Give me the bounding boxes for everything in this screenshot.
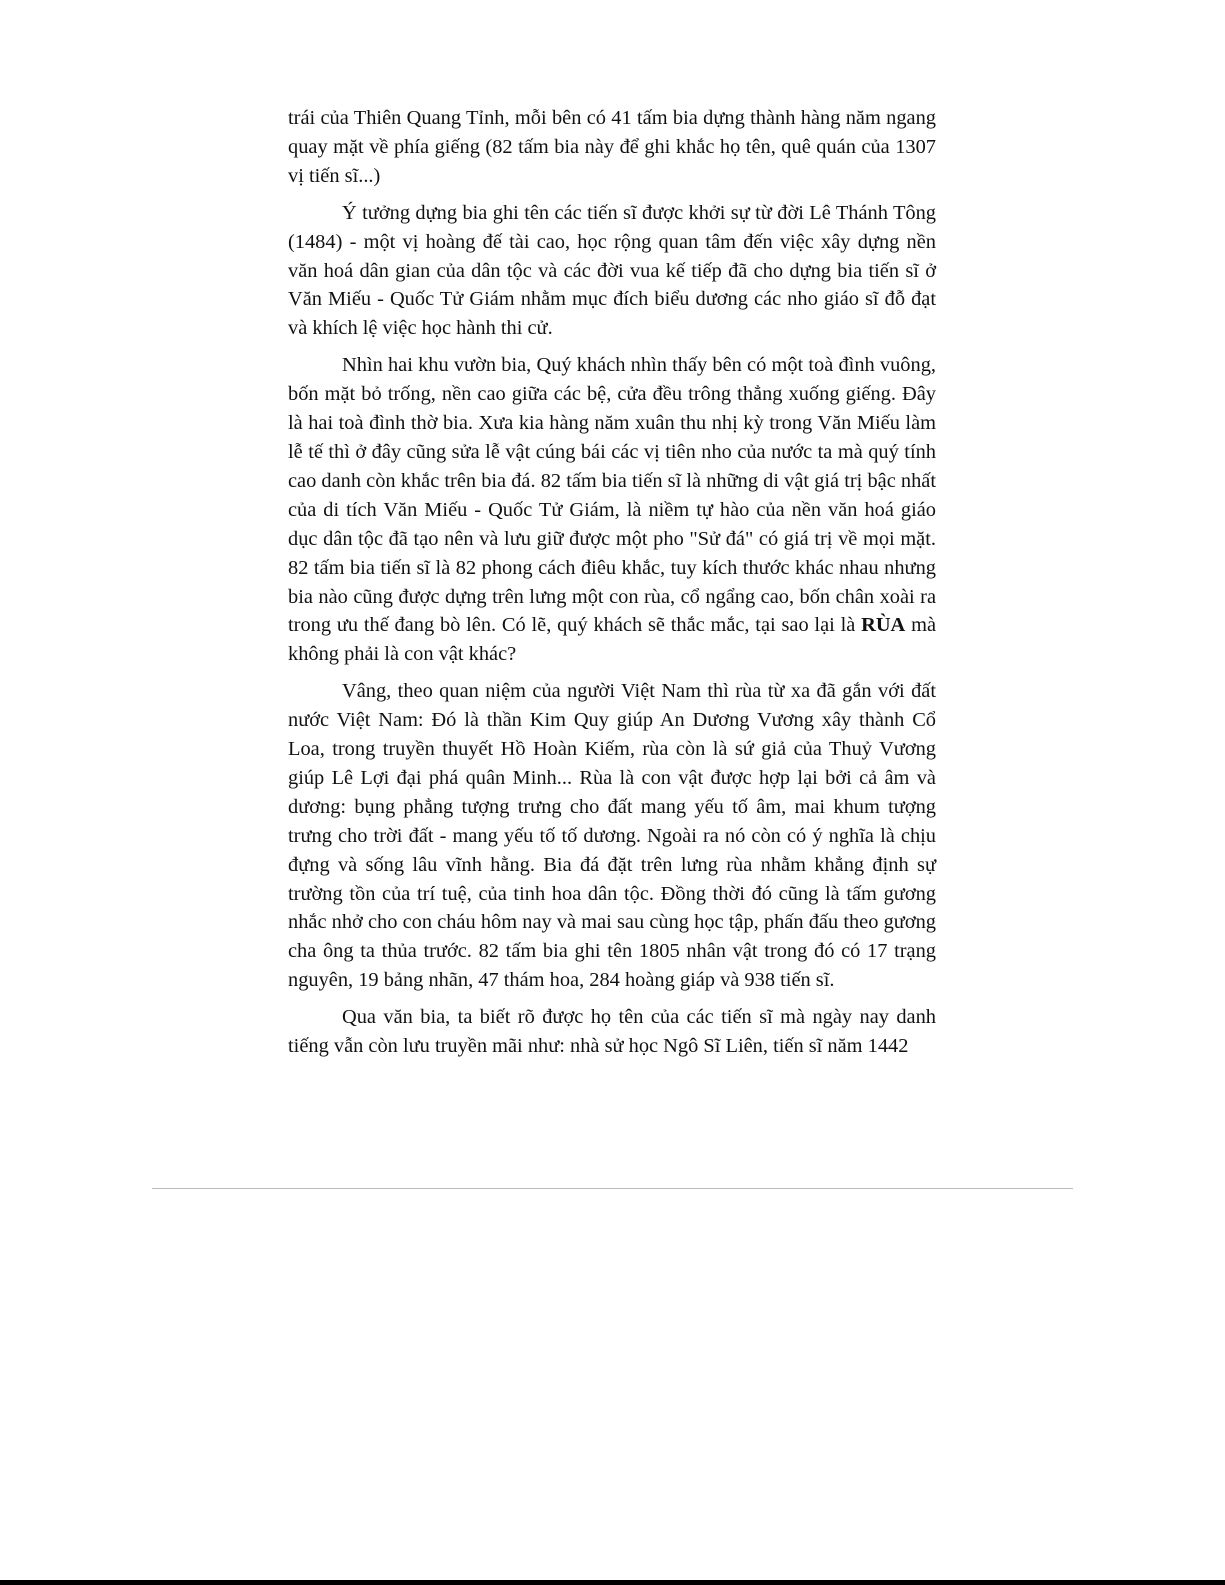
footer-divider	[152, 1188, 1073, 1189]
paragraph-3-text-before: Nhìn hai khu vườn bia, Quý khách nhìn thấy bên có một toà đình vuông, bốn mặt bỏ trống, nền cao giữa các bệ, cửa đều trông thẳng xuống giếng. Đây là hai toà đình thờ bia. Xưa kia hàng năm xuân thu nhị kỳ trong Văn Miếu làm lễ tế thì ở đây cũng sửa lễ vật cúng bái các vị tiên nho của nước ta mà quý tính cao danh còn khắc trên bia đá. 82 tấm bia tiến sĩ là những di vật giá trị bậc nhất của di tích Văn Miếu - Quốc Tử Giám, là niềm tự hào của nền văn hoá giáo dục dân tộc đã tạo nên và lưu giữ được một pho "Sử đá" có giá trị về mọi mặt. 82 tấm bia tiến sĩ là 82 phong cách điêu khắc, tuy kích thước khác nhau nhưng bia nào cũng được dựng trên lưng một con rùa, cổ ngẩng cao, bốn chân xoài ra trong ưu thế đang bò lên. Có lẽ, quý khách sẽ thắc mắc, tại sao lại là	[288, 354, 936, 637]
bottom-edge-bar	[0, 1580, 1225, 1585]
paragraph-5: Qua văn bia, ta biết rõ được họ tên của các tiến sĩ mà ngày nay danh tiếng vẫn còn lưu truyền mãi như: nhà sử học Ngô Sĩ Liên, tiến sĩ năm 1442	[288, 1006, 936, 1058]
bold-word-rua: RÙA	[861, 614, 906, 637]
paragraph-3	[288, 351, 936, 669]
paragraph-3-text-after: mà không phải là con vật khác?	[288, 614, 936, 666]
body-text	[288, 104, 936, 1061]
paragraph-2: Ý tưởng dựng bia ghi tên các tiến sĩ được khởi sự từ đời Lê Thánh Tông (1484) - một vị hoàng đế tài cao, học rộng quan tâm đến việc xây dựng nền văn hoá dân gian của dân tộc và các đời vua kế tiếp đã cho dựng bia tiến sĩ ở Văn Miếu - Quốc Tử Giám nhằm mục đích biểu dương các nho giáo sĩ đỗ đạt và khích lệ việc học hành thi cử.	[288, 201, 936, 340]
paragraph-4: Vâng, theo quan niệm của người Việt Nam thì rùa từ xa đã gắn với đất nước Việt Nam: Đó là thần Kim Quy giúp An Dương Vương xây thành Cổ Loa, trong truyền thuyết Hồ Hoàn Kiếm, rùa còn là sứ giả của Thuỷ Vương giúp Lê Lợi đại phá quân Minh... Rùa là con vật được hợp lại bởi cả âm và dương: bụng phẳng tượng trưng cho đất mang yếu tố âm, mai khum tượng trưng cho trời đất - mang yếu tố tố dương. Ngoài ra nó còn có ý nghĩa là chịu đựng và sống lâu vĩnh hằng. Bia đá đặt trên lưng rùa nhằm khẳng định sự trường tồn của trí tuệ, của tinh hoa dân tộc. Đồng thời đó cũng là tấm gương nhắc nhở cho con cháu hôm nay và mai sau cùng học tập, phấn đấu theo gương cha ông ta thủa trước. 82 tấm bia ghi tên 1805 nhân vật trong đó có 17 trạng nguyên, 19 bảng nhãn, 47 thám hoa, 284 hoàng giáp và 938 tiến sĩ.	[288, 680, 936, 992]
paragraph-1: trái của Thiên Quang Tỉnh, mỗi bên có 41 tấm bia dựng thành hàng năm ngang quay mặt về phía giếng (82 tấm bia này để ghi khắc họ tên, quê quán của 1307 vị tiến sĩ...)	[288, 107, 936, 187]
